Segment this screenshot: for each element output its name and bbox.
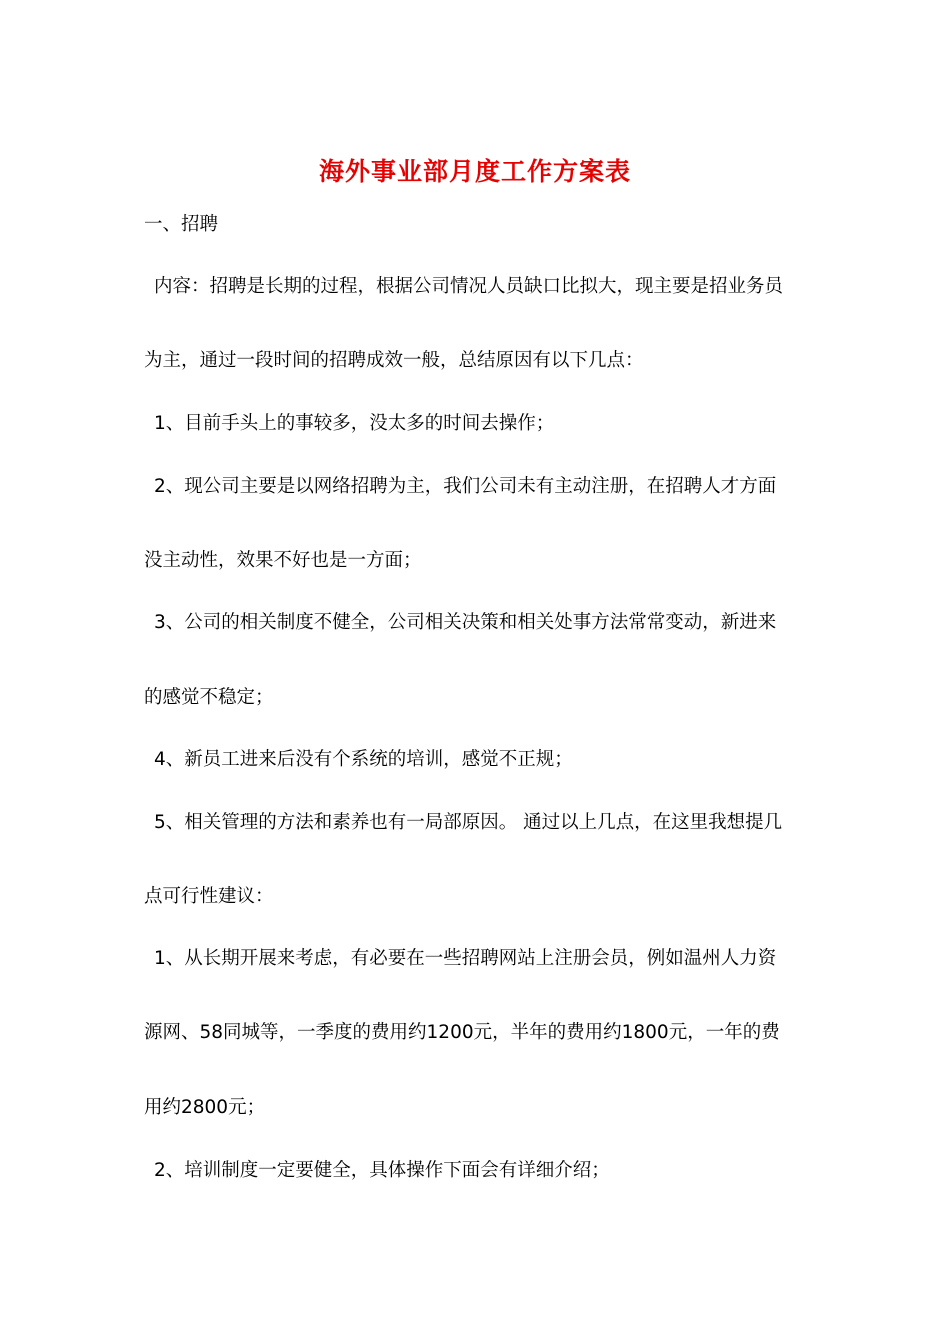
list-item-line: 2、培训制度一定要健全，具体操作下面会有详细介绍； (154, 1160, 610, 1181)
list-item-line: 用约2800元； (144, 1097, 266, 1118)
section-heading-recruitment: 一、招聘 (144, 214, 219, 235)
paragraph-line: 为主，通过一段时间的招聘成效一般，总结原因有以下几点： (144, 350, 644, 371)
paragraph-line: 内容：招聘是长期的过程，根据公司情况人员缺口比拟大，现主要是招业务员 (154, 276, 784, 297)
list-item-line: 的感觉不稳定； (144, 687, 274, 708)
document-title: 海外事业部月度工作方案表 (318, 157, 631, 186)
list-item-line: 1、目前手头上的事较多，没太多的时间去操作； (154, 413, 555, 434)
paragraph-line: 点可行性建议： (144, 886, 274, 907)
list-item-line: 3、公司的相关制度不健全，公司相关决策和相关处事方法常常变动，新进来 (154, 612, 777, 633)
list-item-line: 4、新员工进来后没有个系统的培训，感觉不正规； (154, 749, 573, 770)
list-item-line: 没主动性，效果不好也是一方面； (144, 550, 422, 571)
list-item-line: 源网、58同城等，一季度的费用约1200元，半年的费用约1800元，一年的费 (144, 1022, 780, 1043)
list-item-line: 5、相关管理的方法和素养也有一局部原因。 通过以上几点，在这里我想提几 (154, 812, 783, 833)
list-item-line: 1、从长期开展来考虑，有必要在一些招聘网站上注册会员，例如温州人力资 (154, 948, 777, 969)
list-item-line: 2、现公司主要是以网络招聘为主，我们公司未有主动注册，在招聘人才方面 (154, 476, 777, 497)
